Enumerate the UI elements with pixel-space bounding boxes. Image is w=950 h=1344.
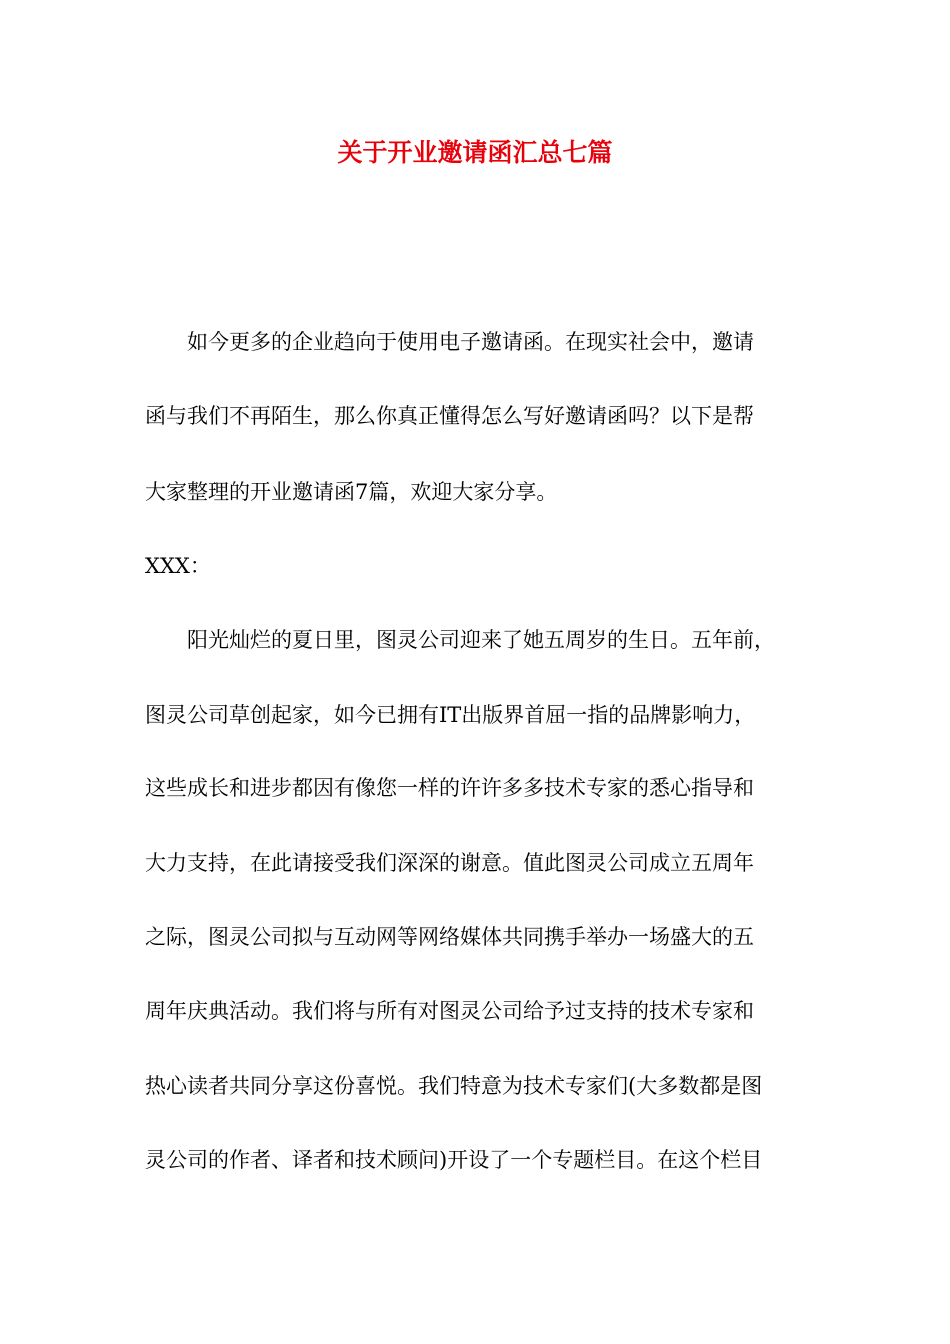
body-line: 大力支持，在此请接受我们深深的谢意。值此图灵公司成立五周年: [145, 851, 754, 875]
body-line: 周年庆典活动。我们将与所有对图灵公司给予过支持的技术专家和: [145, 999, 754, 1023]
salutation-line: XXX：: [145, 554, 211, 578]
body-line: 热心读者共同分享这份喜悦。我们特意为技术专家们(大多数都是图: [145, 1074, 763, 1098]
body-line: 这些成长和进步都因有像您一样的许许多多技术专家的悉心指导和: [145, 776, 754, 800]
body-line: 大家整理的开业邀请函7篇，欢迎大家分享。: [145, 480, 558, 504]
body-line: 灵公司的作者、译者和技术顾问)开设了一个专题栏目。在这个栏目: [145, 1148, 763, 1172]
document-title: 关于开业邀请函汇总七篇: [337, 138, 613, 167]
body-line: 阳光灿烂的夏日里，图灵公司迎来了她五周岁的生日。五年前，: [145, 628, 775, 652]
body-line: 图灵公司草创起家，如今已拥有IT出版界首屈一指的品牌影响力，: [145, 703, 756, 727]
body-line: 函与我们不再陌生，那么你真正懂得怎么写好邀请函吗？以下是帮: [145, 404, 754, 428]
body-line: 如今更多的企业趋向于使用电子邀请函。在现实社会中，邀请: [145, 330, 754, 354]
body-line: 之际，图灵公司拟与互动网等网络媒体共同携手举办一场盛大的五: [145, 925, 754, 949]
